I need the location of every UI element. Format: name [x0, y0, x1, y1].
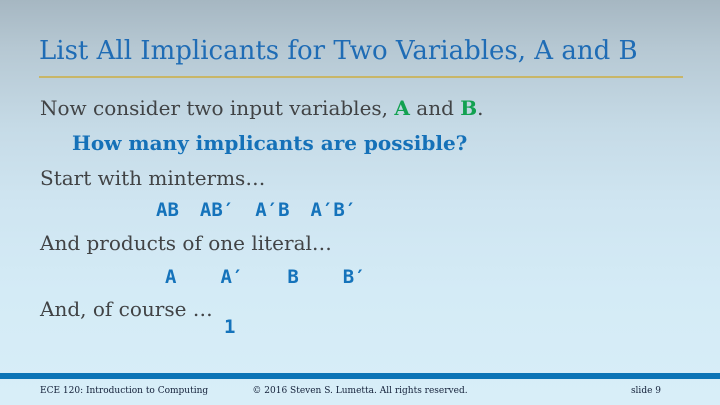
intro-prefix: Now consider two input variables,: [40, 96, 395, 120]
intro-mid: and: [409, 96, 461, 120]
minterms-row: [156, 199, 356, 221]
footer-course-name: ECE 120: Introduction to Computing: [40, 386, 209, 396]
footer-copyright: © 2016 Steven S. Lumetta. All rights reserved.: [252, 386, 468, 396]
minterm-token: A′B: [255, 199, 290, 221]
footer-stripe: [0, 373, 720, 379]
variable-b: B: [460, 96, 478, 120]
minterm-token: AB′: [199, 199, 235, 221]
minterm-token: A′B′: [310, 199, 357, 221]
question-line: How many implicants are possible?: [72, 131, 468, 155]
literal-token: A′: [220, 266, 244, 288]
footer-slide-number: slide 9: [630, 386, 661, 396]
minterm-token: AB: [156, 199, 179, 221]
constant-one-token: 1: [224, 316, 236, 338]
literal-token: A: [165, 266, 177, 288]
minterms-intro-line: Start with minterms…: [40, 166, 266, 190]
intro-line: [40, 96, 484, 120]
intro-suffix: .: [477, 96, 484, 120]
variable-a: A: [394, 96, 410, 120]
literals-row: [165, 266, 366, 288]
of-course-line: And, of course …: [40, 297, 213, 321]
slide-title: List All Implicants for Two Variables, A and B: [39, 36, 638, 66]
literal-token: B: [287, 266, 299, 288]
literal-token: B′: [342, 266, 366, 288]
literals-intro-line: And products of one literal…: [40, 231, 332, 255]
title-underline: [39, 76, 683, 78]
